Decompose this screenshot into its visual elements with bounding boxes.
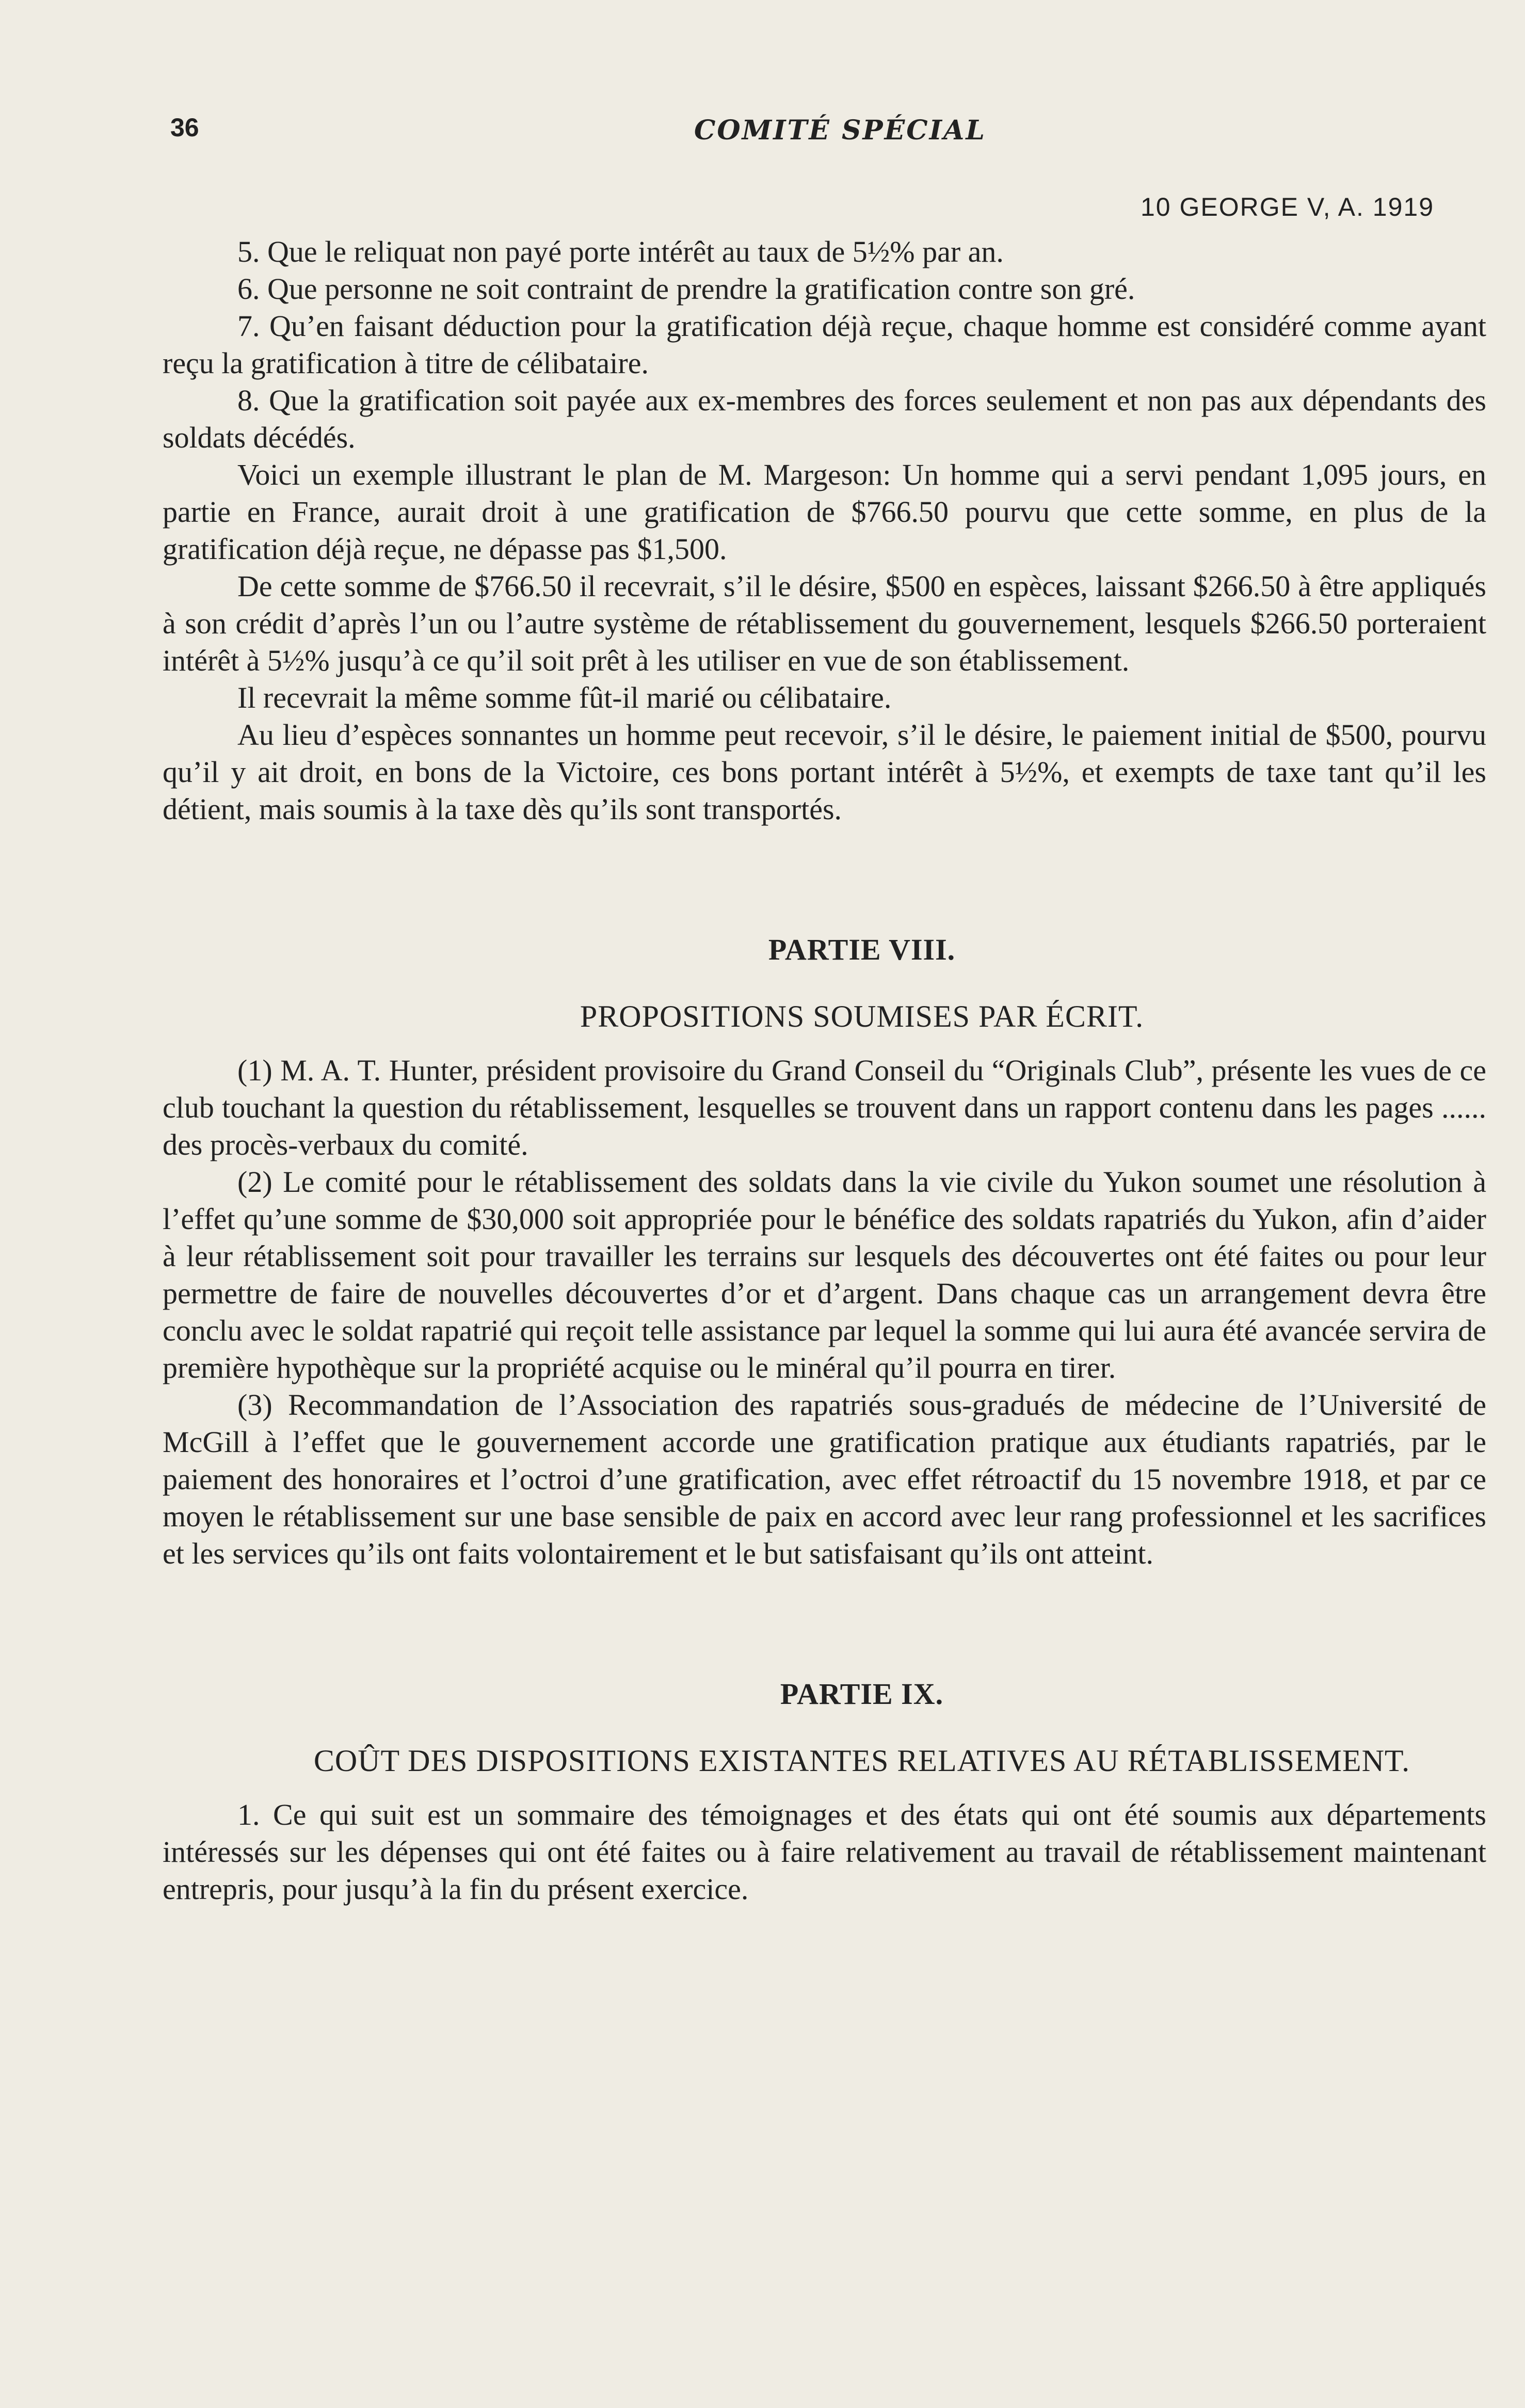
part-9-title: COÛT DES DISPOSITIONS EXISTANTES RELATIVES AU RÉTABLISSEMENT. [313,1744,1410,1778]
paragraph-8: 8. Que la gratification soit payée aux ex-membres des forces seulement et non pas aux dépendants des soldats décédés. [163,384,1486,454]
paragraph-6: 6. Que personne ne soit contraint de prendre la gratification contre son gré. [237,272,1135,306]
part-8-item-3: (3) Recommandation de l’Association des rapatriés sous-gradués de médecine de l’Université de McGill à l’effet que le gouvernement accorde une gratification pratique aux étudiants rapatriés, par le paiement des honoraires et l’octroi d’une gratification, avec effet rétroactif du 15 novembre 1918, et par ce moyen le rétablissement sur une base sensible de paix en accord avec leur rang professionnel et les sacrifices et les services qu’ils ont faits volontairement et le but satisfaisant qu’ils ont atteint. [163,1388,1486,1570]
paragraph-married: Il recevrait la même somme fût-il marié ou célibataire. [237,681,892,714]
section-spacer [163,1572,1486,1676]
paragraph-victory-bonds: Au lieu d’espèces sonnantes un homme peut recevoir, s’il le désire, le paiement initial de $500, pourvu qu’il y ait droit, en bons de la Victoire, ces bons portant intérêt à 5½%, et exempts de taxe tant qu’il les détient, mais soumis à la taxe dès qu’ils sont transportés. [163,718,1486,826]
heading-spacer [163,1713,1486,1741]
running-head: COMITÉ SPÉCIAL [694,115,986,146]
part-9-item-1: 1. Ce qui suit est un sommaire des témoignages et des états qui ont été soumis aux départements intéressés sur les dépenses qui ont été faites ou à faire relativement au travail de rétablissement maintenant entrepris, pour jusqu’à la fin du présent exercice. [163,1798,1486,1906]
document-body [163,233,1486,1908]
section-spacer [163,828,1486,931]
heading-spacer [163,1036,1486,1052]
part-8-title: PROPOSITIONS SOUMISES PAR ÉCRIT. [580,999,1144,1033]
paragraph-5: 5. Que le reliquat non payé porte intérêt au taux de 5½% par an. [237,235,1004,268]
part-8-item-2: (2) Le comité pour le rétablissement des soldats dans la vie civile du Yukon soumet une résolution à l’effet qu’une somme de $30,000 soit appropriée pour le bénéfice des soldats rapatriés du Yukon, afin d’aider à leur rétablissement soit pour travailler les terrains sur lesquels des découvertes ont été faites ou pour leur permettre de faire de nouvelles découvertes d’or et d’argent. Dans chaque cas un arrangement devra être conclu avec le soldat rapatrié qui reçoit telle assistance par lequel la somme qui lui aura été avancée servira de première hypothèque sur la propriété acquise ou le minéral qu’il pourra en tirer. [163,1165,1486,1384]
heading-spacer [163,968,1486,996]
paragraph-example: Voici un exemple illustrant le plan de M. Margeson: Un homme qui a servi pendant 1,095 jours, en partie en France, aurait droit à une gratification de $766.50 pourvu que cette somme, en plus de la gratification déjà reçue, ne dépasse pas $1,500. [163,458,1486,566]
paragraph-7: 7. Qu’en faisant déduction pour la gratification déjà reçue, chaque homme est considéré comme ayant reçu la gratification à titre de célibataire. [163,309,1486,380]
part-8-heading: PARTIE VIII. [768,933,956,966]
part-8-item-1: (1) M. A. T. Hunter, président provisoire du Grand Conseil du “Originals Club”, présente les vues de ce club touchant la question du rétablissement, lesquelles se trouvent dans un rapport contenu dans les pages ...... des procès-verbaux du comité. [163,1054,1486,1161]
session-line: 10 GEORGE V, A. 1919 [1141,193,1435,221]
part-9-heading: PARTIE IX. [780,1677,944,1711]
heading-spacer [163,1781,1486,1796]
page-number: 36 [170,113,199,142]
paragraph-amount: De cette somme de $766.50 il recevrait, s’il le désire, $500 en espèces, laissant $266.50 à être appliqués à son crédit d’après l’un ou l’autre système de rétablissement du gouvernement, lesquels $266.50 porteraient intérêt à 5½% jusqu’à ce qu’il soit prêt à les utiliser en vue de son établissement. [163,569,1486,677]
